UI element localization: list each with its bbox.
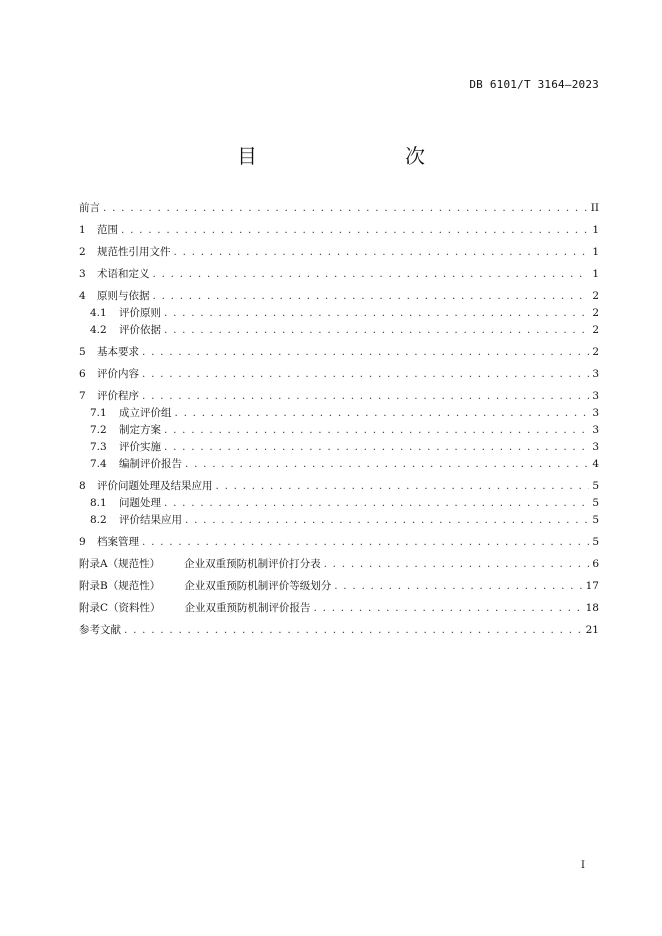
toc-entry-page: 2 [592, 290, 599, 302]
toc-entry[interactable] [79, 366, 599, 383]
dot-leader [174, 244, 590, 261]
toc-entry-number: 9 [79, 536, 86, 548]
toc-entry-page: 18 [585, 602, 599, 614]
dot-leader [164, 322, 589, 339]
toc-entry-page: 6 [592, 558, 599, 570]
toc-entry-title: 制定方案 [119, 424, 161, 436]
dot-leader [153, 266, 590, 283]
toc-entry[interactable] [79, 422, 599, 439]
toc-entry[interactable] [79, 456, 599, 473]
toc-entry-number: 4.2 [90, 324, 107, 336]
toc-entry-title: 评价问题处理及结果应用 [97, 480, 213, 492]
toc-entry-title: 原则与依据 [97, 290, 150, 302]
toc-entry-title: 基本要求 [97, 346, 139, 358]
toc-entry-title: 评价内容 [97, 368, 139, 380]
toc-entry-number: 7 [79, 390, 86, 402]
toc-entry[interactable] [79, 578, 599, 595]
toc-entry-number: 4 [79, 290, 86, 302]
toc-entry-number: 2 [79, 246, 86, 258]
toc-entry-page: 2 [592, 324, 599, 336]
toc-entry-title: 评价程序 [97, 390, 139, 402]
toc-entry-number: 7.4 [90, 458, 107, 470]
standard-code: DB 6101/T 3164—2023 [469, 78, 599, 91]
toc-entry[interactable] [79, 600, 599, 617]
toc-entry[interactable] [79, 622, 599, 639]
toc-entry[interactable] [79, 344, 599, 361]
toc-entry-page: 3 [592, 368, 599, 380]
toc-entry-number: 3 [79, 268, 86, 280]
dot-leader [164, 422, 589, 439]
dot-leader [185, 512, 589, 529]
toc-entry[interactable] [79, 222, 599, 239]
toc-entry-page: 2 [592, 346, 599, 358]
dot-leader [324, 556, 590, 573]
toc-entry-title: 编制评价报告 [119, 458, 182, 470]
toc-entry[interactable] [79, 405, 599, 422]
toc-entry-number: 8 [79, 480, 86, 492]
toc-entry-title: 术语和定义 [97, 268, 150, 280]
toc-entry-number: 附录B（规范性） [79, 580, 161, 592]
toc-entry[interactable] [79, 244, 599, 261]
toc-entry[interactable] [79, 200, 599, 217]
toc-entry-title: 评价结果应用 [119, 514, 182, 526]
dot-leader [216, 478, 590, 495]
toc-entry-title: 问题处理 [119, 497, 161, 509]
toc-entry[interactable] [79, 288, 599, 305]
toc-entry-number: 7.2 [90, 424, 107, 436]
toc-entry-page: 3 [592, 441, 599, 453]
toc-entry-page: 1 [592, 268, 599, 280]
toc-entry-page: 5 [592, 536, 599, 548]
toc-entry-page: 21 [585, 624, 599, 636]
toc-entry[interactable] [79, 478, 599, 495]
toc-entry-title: 成立评价组 [119, 407, 172, 419]
toc-entry-page: 1 [592, 246, 599, 258]
toc-entry[interactable] [79, 534, 599, 551]
dot-leader [164, 495, 589, 512]
dot-leader [142, 534, 589, 551]
toc-entry-title: 企业双重预防机制评价打分表 [184, 558, 321, 570]
toc-entry-page: 5 [592, 480, 599, 492]
dot-leader [314, 600, 583, 617]
toc-entry-number: 1 [79, 224, 86, 236]
toc-entry-page: 5 [592, 497, 599, 509]
toc-entry-title: 企业双重预防机制评价等级划分 [184, 580, 332, 592]
toc-title: 目 次 [237, 144, 461, 168]
toc-entry[interactable] [79, 388, 599, 405]
toc-entry-page: 5 [592, 514, 599, 526]
dot-leader [164, 439, 589, 456]
toc-entry-title: 规范性引用文件 [97, 246, 171, 258]
toc-entry-title: 范围 [97, 224, 118, 236]
toc-entry-title: 档案管理 [97, 536, 139, 548]
toc-entry-number: 6 [79, 368, 86, 380]
dot-leader [121, 222, 589, 239]
toc-entry-number: 5 [79, 346, 86, 358]
toc-entry-number: 4.1 [90, 307, 107, 319]
toc-entry-title: 评价原则 [119, 307, 161, 319]
toc-entry-number: 7.1 [90, 407, 107, 419]
page-number: I [581, 860, 585, 871]
toc-entry-number: 8.1 [90, 497, 107, 509]
dot-leader [153, 288, 590, 305]
dot-leader [142, 366, 589, 383]
dot-leader [103, 200, 588, 217]
toc-entry-number: 7.3 [90, 441, 107, 453]
toc-entry-page: 1 [592, 224, 599, 236]
toc-entry-title: 企业双重预防机制评价报告 [184, 602, 311, 614]
toc-entry[interactable] [79, 439, 599, 456]
dot-leader [142, 388, 589, 405]
toc-entry-page: II [590, 202, 599, 214]
toc-entry-title: 前言 [79, 202, 100, 214]
toc-entry-title: 评价依据 [119, 324, 161, 336]
toc-entry-page: 4 [592, 458, 599, 470]
toc-entry[interactable] [79, 556, 599, 573]
dot-leader [124, 622, 583, 639]
dot-leader [142, 344, 589, 361]
toc-entry-page: 2 [592, 307, 599, 319]
toc-entry-title: 评价实施 [119, 441, 161, 453]
toc-entry-page: 17 [585, 580, 599, 592]
dot-leader [175, 405, 590, 422]
toc-entry[interactable] [79, 266, 599, 283]
toc-entry-page: 3 [592, 424, 599, 436]
toc-entry-title: 参考文献 [79, 624, 121, 636]
toc-entry-number: 8.2 [90, 514, 107, 526]
dot-leader [185, 456, 589, 473]
toc-entry-number: 附录C（资料性） [79, 602, 161, 614]
toc-entry[interactable] [79, 305, 599, 322]
dot-leader [164, 305, 589, 322]
toc-entry-page: 3 [592, 407, 599, 419]
toc-entry[interactable] [79, 322, 599, 339]
table-of-contents [79, 200, 599, 639]
dot-leader [334, 578, 582, 595]
toc-entry-page: 3 [592, 390, 599, 402]
toc-entry[interactable] [79, 512, 599, 529]
toc-entry[interactable] [79, 495, 599, 512]
toc-entry-number: 附录A（规范性） [79, 558, 161, 570]
